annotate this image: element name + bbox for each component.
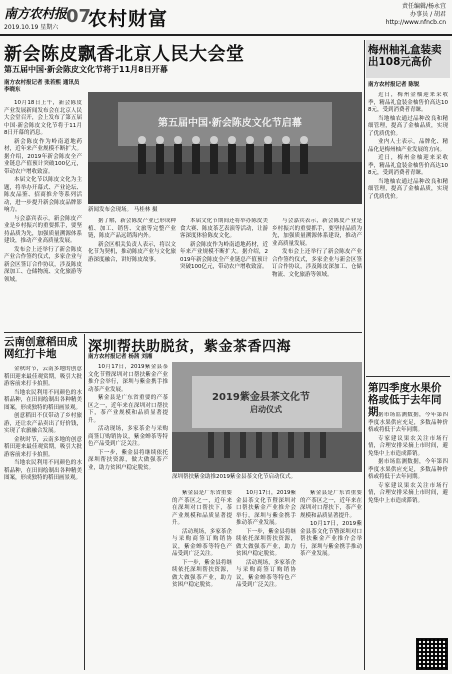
tea-festival-photo [172,362,362,472]
paragraph: 据了解，新会陈皮产业已形成种植、加工、销售、文旅等完整产业链，陈皮产品远销海内外。 [88,218,176,239]
lead-byline: 南方农村报记者 张若熙 通讯员 李晓东 [4,80,80,93]
lead-photo-caption: 新闻发布会现场。 马桂林 摄 [88,207,158,213]
column-divider [84,334,85,670]
lead-photo [88,92,362,204]
paragraph: 活动现场，多家茶企与采购商签订购销协议，紫金蝉茶等特色产品受到广泛关注。 [172,528,232,557]
second-story-column-3 [236,490,296,670]
paragraph: 发布会上还举行了新会陈皮产业合作签约仪式，多家企业与新会区签订合作协议，涉及陈皮深加工、仓储物流、文化旅游等领域。 [272,249,362,278]
paragraph: 10月17日，2019紫金县茶文化节暨深圳对口帮扶紫金产业推介会举行，深圳与紫金携手推动茶产业发展。 [236,490,296,526]
second-story-column-4 [300,490,362,670]
editor-line: 责任编辑/杨永宜 [401,3,446,10]
paragraph: 业内人士表示，品牌化、精品化是梅州柚产业发展的方向。 [368,139,448,153]
paragraph: 新会陈皮作为岭南道地药材，近年来产业规模不断扩大。据介绍，2019年新会陈皮全产业链总产值预计突破100亿元，带动农户增收致富。 [180,241,268,270]
paragraph: 专家建议果农关注市场行情，合理安排采摘上市时间，避免集中上市造成滞销。 [368,482,448,504]
issue-date: 2019.10.19 星期六 [4,24,59,31]
lead-subheadline: 第五届中国·新会陈皮文化节将于11月8日开幕 [4,65,168,74]
paragraph: 下一步，紫金县将继续依托深圳帮扶资源，做大做强茶产业，助力贫困户稳定脱贫。 [88,449,168,471]
section-divider [4,332,362,333]
lead-text-column-1 [4,100,82,328]
paragraph: 近日，梅州金柚迎来采收季，精品礼盒装金柚售价高达108元，受到消费者青睐。 [368,92,448,113]
paragraph: 创意稻田不仅带动了乡村旅游，还让农产品卖出了好价钱，实现了农旅融合发展。 [4,413,82,434]
lead-text-column-2 [88,218,176,328]
sidebar-top-text [368,92,448,372]
paragraph: 与会嘉宾表示，新会陈皮产业是乡村振兴的重要抓手，要坚持品质为先，加强质量溯源体系建设，推动产业高质量发展。 [272,218,362,247]
sidebar-divider [366,376,450,377]
paragraph: 当地柚农通过品种改良和精细管理，提高了金柚品质，实现了优质优价。 [368,115,448,137]
left-story-text [4,366,82,670]
paragraph: 新会区相关负责人表示，将以文化节为契机，推动陈皮产业与文化旅游深度融合，讲好陈皮故事。 [88,241,176,263]
paragraph: 专家建议果农关注市场行情，合理安排采摘上市时间，避免集中上市造成滞销。 [368,435,448,457]
second-story-column-1 [88,364,168,670]
staff-line: 办事员 / 胡君 [410,11,446,18]
paragraph: 发布会上还举行了新会陈皮产业合作签约仪式，多家企业与新会区签订合作协议，涉及陈皮深加工、仓储物流、文化旅游等领域。 [4,246,82,283]
paragraph: 据市场监测数据，今年第四季度水果供应充足，多数品种价格或将低于去年同期。 [368,412,448,433]
paragraph: 活动现场，多家茶企与采购商签订购销协议，紫金蝉茶等特色产品受到广泛关注。 [88,426,168,447]
paragraph: 当地柚农通过品种改良和精细管理，提高了金柚品质，实现了优质优价。 [368,178,448,200]
lead-headline: 新会陈皮飘香北京人民大会堂 [4,44,245,65]
masthead-divider [0,34,452,36]
paragraph: 紫金县是广东省重要的产茶区之一，近年来在深圳对口帮扶下，茶产业规模和品质显著提升。 [172,490,232,526]
left-story-headline: 云南创意稻田成网红打卡地 [4,336,78,360]
photo-banner-text: 第五届中国·新会陈皮文化节启幕 [158,118,302,129]
sidebar-bottom-headline: 第四季度水果价格或低于去年同期 [368,382,442,418]
paragraph: 本届文化节期间还将举办陈皮美食大赛、陈皮茶艺表演等活动，让游客深度体验陈皮文化。 [180,218,268,239]
qr-code-icon [416,638,448,670]
paragraph: 10月17日，2019紫金县茶文化节暨深圳对口帮扶紫金产业推介会举行，深圳与紫金携手推动茶产业发展。 [88,364,168,393]
ceremony-photo-svg [88,92,362,204]
tea-banner-text: 2019紫金县茶文化节 [212,392,310,403]
lead-text-column-3 [180,218,268,328]
editor-info [386,3,446,27]
paragraph: 当地农民利用不同颜色的水稻品种，在田间绘制出各种精美图案，形成独特的稻田画景观。 [4,389,82,411]
paragraph: 紫金县是广东省重要的产茶区之一，近年来在深圳对口帮扶下，茶产业规模和品质显著提升。 [300,490,362,519]
second-story-byline: 南方农村报记者 杨茜 刘湘 [88,354,153,360]
page-number: 07 [66,6,92,27]
paragraph: 10月18日上午，新会陈皮产业发展新闻发布会在北京人民大会堂召开，会上发布了第五届中国·新会陈皮文化节将于11月8日开幕的消息。 [4,100,82,136]
paragraph: 新会陈皮作为岭南道地药材，近年来产业规模不断扩大。据介绍，2019年新会陈皮全产业链总产值预计突破100亿元，带动农户增收致富。 [4,138,82,175]
paragraph: 近日，梅州金柚迎来采收季，精品礼盒装金柚售价高达108元，受到消费者青睐。 [368,155,448,176]
paragraph: 金秋时节，云南多地的创意稻田迎来最佳观赏期，吸引大批游客前来打卡拍照。 [4,366,82,387]
masthead [0,0,452,36]
paragraph: 下一步，紫金县将继续依托深圳帮扶资源，做大做强茶产业，助力贫困户稳定脱贫。 [236,528,296,557]
tea-photo-caption: 深圳帮扶紫金助推2019紫金县茶文化节启动仪式。 [172,474,296,480]
paragraph: 当地农民利用不同颜色的水稻品种，在田间绘制出各种精美图案，形成独特的稻田画景观。 [4,460,82,481]
section-title: 农村财富 [88,8,169,30]
paragraph: 10月17日，2019紫金县茶文化节暨深圳对口帮扶紫金产业推介会举行，深圳与紫金携手推动茶产业发展。 [300,521,362,557]
paragraph: 据市场监测数据，今年第四季度水果供应充足，多数品种价格或将低于去年同期。 [368,459,448,480]
newspaper-logo: 南方农村报 [4,7,67,22]
paragraph: 紫金县是广东省重要的产茶区之一，近年来在深圳对口帮扶下，茶产业规模和品质显著提升。 [88,395,168,424]
tea-festival-photo-svg [172,362,362,472]
sidebar-top-byline: 南方农村报记者 陈锐 [368,82,420,88]
paragraph: 金秋时节，云南多地的创意稻田迎来最佳观赏期，吸引大批游客前来打卡拍照。 [4,436,82,458]
website-line: http://www.nfncb.cn [385,19,446,26]
sidebar-top-headline: 梅州柚礼盒装卖出108元高价 [368,44,442,68]
paragraph: 与会嘉宾表示，新会陈皮产业是乡村振兴的重要抓手，要坚持品质为先，加强质量溯源体系建设，推动产业高质量发展。 [4,215,82,244]
tea-banner-subtext: 启动仪式 [250,405,282,414]
second-story-column-2 [172,490,232,670]
paragraph: 活动现场，多家茶企与采购商签订购销协议，紫金蝉茶等特色产品受到广泛关注。 [236,559,296,588]
lead-text-column-4 [272,218,362,328]
column-divider [364,40,365,670]
paragraph: 下一步，紫金县将继续依托深圳帮扶资源，做大做强茶产业，助力贫困户稳定脱贫。 [172,559,232,588]
paragraph: 本届文化节以陈皮文化为主题，将举办开幕式、产业论坛、陈皮品鉴、招商推介等系列活动，进一步提升新会陈皮品牌影响力。 [4,177,82,213]
second-story-headline: 深圳帮扶助脱贫，紫金茶香四海 [88,339,291,355]
sidebar-bottom-text [368,412,448,632]
